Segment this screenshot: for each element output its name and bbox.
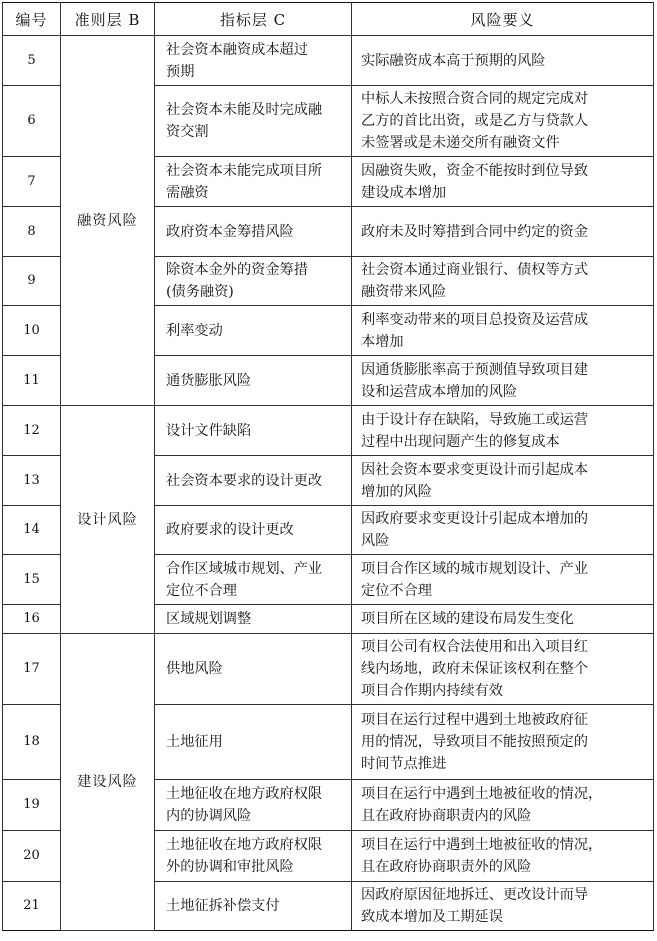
indicator-text-line: 外的协调和审批风险 xyxy=(166,859,294,875)
risk-meaning-cell xyxy=(352,257,654,306)
indicator-text-line: 资交割 xyxy=(166,124,209,140)
risk-meaning-text-line: 时间节点推进 xyxy=(361,756,447,772)
indicator-cell xyxy=(155,831,352,882)
risk-meaning-text-line: 社会资本通过商业银行、债权等方式 xyxy=(361,262,589,278)
risk-meaning-text-line: 项目在运行中遇到土地被征收的情况， xyxy=(361,786,603,802)
row-number: 19 xyxy=(3,780,61,831)
indicator-text-line: 土地征拆补偿支付 xyxy=(166,898,280,914)
risk-meaning-cell xyxy=(352,36,654,86)
row-number: 10 xyxy=(3,306,61,356)
risk-meaning-text-line: 且在政府协商职责内的风险 xyxy=(361,808,532,824)
criterion-cell: 设计风险 xyxy=(61,406,155,634)
indicator-cell xyxy=(155,555,352,605)
risk-meaning-text-line: 因政府原因征地拆迁、更改设计而导 xyxy=(361,887,589,903)
risk-meaning-text-line: 融资带来风险 xyxy=(361,284,447,300)
risk-meaning-cell xyxy=(352,705,654,780)
risk-meaning-text-line: 定位不合理 xyxy=(361,582,432,599)
row-number: 7 xyxy=(3,157,61,207)
risk-meaning-cell xyxy=(352,605,654,634)
header-risk-meaning: 风险要义 xyxy=(352,3,654,36)
risk-meaning-text-line: 由于设计存在缺陷，导致施工或运营 xyxy=(361,411,589,428)
indicator-cell xyxy=(155,356,352,406)
indicator-cell xyxy=(155,456,352,506)
risk-meaning-cell xyxy=(352,831,654,882)
indicator-text-line: 区域规划调整 xyxy=(166,611,252,627)
risk-meaning-cell xyxy=(352,157,654,207)
risk-meaning-cell xyxy=(352,207,654,257)
indicator-cell xyxy=(155,86,352,157)
row-number: 6 xyxy=(3,86,61,157)
criterion-cell: 建设风险 xyxy=(61,634,155,931)
indicator-text-line: 土地征收在地方政府权限 xyxy=(166,786,323,802)
row-number: 13 xyxy=(3,456,61,506)
risk-meaning-text-line: 因通货膨胀率高于预测值导致项目建 xyxy=(361,361,589,378)
risk-meaning-cell xyxy=(352,356,654,406)
indicator-text-line: 除资本金外的资金筹措 xyxy=(166,262,308,278)
indicator-cell xyxy=(155,506,352,555)
risk-meaning-cell xyxy=(352,406,654,456)
risk-meaning-text-line: 因融资失败，资金不能按时到位导致 xyxy=(361,162,589,179)
risk-meaning-text-line: 政府未及时筹措到合同中约定的资金 xyxy=(361,223,589,240)
indicator-text-line: 合作区域城市规划、产业 xyxy=(166,560,323,577)
indicator-cell xyxy=(155,780,352,831)
risk-meaning-cell xyxy=(352,882,654,931)
risk-meaning-cell xyxy=(352,506,654,555)
indicator-text-line: 需融资 xyxy=(166,184,209,201)
indicator-cell xyxy=(155,306,352,356)
indicator-text-line: 预期 xyxy=(166,63,195,80)
risk-meaning-text-line: 风险 xyxy=(361,533,390,549)
indicator-cell xyxy=(155,36,352,86)
table-row xyxy=(3,634,654,705)
risk-meaning-cell xyxy=(352,86,654,157)
risk-meaning-cell xyxy=(352,780,654,831)
risk-meaning-cell xyxy=(352,555,654,605)
risk-meaning-text-line: 致成本增加及工期延误 xyxy=(361,909,503,925)
risk-meaning-text-line: 实际融资成本高于预期的风险 xyxy=(361,52,546,69)
indicator-text-line: 政府资本金筹措风险 xyxy=(166,223,294,240)
risk-meaning-cell xyxy=(352,634,654,705)
row-number: 8 xyxy=(3,207,61,257)
indicator-cell xyxy=(155,257,352,306)
indicator-text-line: 土地征收在地方政府权限 xyxy=(166,837,323,853)
criterion-cell: 融资风险 xyxy=(61,36,155,406)
risk-meaning-text-line: 项目公司有权合法使用和出入项目红 xyxy=(361,639,589,655)
indicator-text-line: 设计文件缺陷 xyxy=(166,422,252,439)
risk-meaning-text-line: 项目在运行中遇到土地被征收的情况， xyxy=(361,837,603,853)
header-number: 编号 xyxy=(3,3,61,36)
row-number: 16 xyxy=(3,605,61,634)
row-number: 9 xyxy=(3,257,61,306)
risk-meaning-text-line: 因社会资本要求变更设计而引起成本 xyxy=(361,461,589,478)
risk-meaning-text-line: 过程中出现问题产生的修复成本 xyxy=(361,433,560,450)
risk-meaning-text-line: 线内场地，政府未保证该权利在整个 xyxy=(361,661,589,677)
risk-meaning-text-line: 建设成本增加 xyxy=(361,184,447,201)
row-number: 12 xyxy=(3,406,61,456)
indicator-text-line: 社会资本要求的设计更改 xyxy=(166,472,323,489)
risk-table-container xyxy=(2,2,653,931)
risk-meaning-text-line: 用的情况，导致项目不能按照预定的 xyxy=(361,734,589,750)
row-number: 18 xyxy=(3,705,61,780)
risk-meaning-text-line: 设和运营成本增加的风险 xyxy=(361,383,518,400)
indicator-text-line: 定位不合理 xyxy=(166,582,237,599)
risk-meaning-text-line: 增加的风险 xyxy=(361,483,432,500)
risk-index-table xyxy=(2,2,654,931)
risk-meaning-text-line: 未签署或是未递交所有融资文件 xyxy=(361,135,560,151)
indicator-text-line: (债务融资) xyxy=(166,284,234,300)
indicator-cell xyxy=(155,157,352,207)
header-criterion-layer: 准则层 B xyxy=(61,3,155,36)
indicator-cell xyxy=(155,705,352,780)
risk-meaning-text-line: 项目合作区域的城市规划设计、产业 xyxy=(361,560,589,577)
indicator-text-line: 政府要求的设计更改 xyxy=(166,522,294,538)
indicator-text-line: 社会资本未能完成项目所 xyxy=(166,162,323,179)
risk-meaning-text-line: 乙方的首比出资，或是乙方与贷款人 xyxy=(361,113,589,129)
header-indicator-layer: 指标层 C xyxy=(155,3,352,36)
indicator-cell xyxy=(155,406,352,456)
indicator-text-line: 社会资本融资成本超过 xyxy=(166,41,308,58)
row-number: 11 xyxy=(3,356,61,406)
header-row xyxy=(3,3,654,36)
indicator-text-line: 内的协调风险 xyxy=(166,808,252,824)
risk-meaning-text-line: 项目在运行过程中遇到土地被政府征 xyxy=(361,712,589,728)
risk-meaning-text-line: 项目合作期内持续有效 xyxy=(361,683,503,699)
indicator-cell xyxy=(155,882,352,931)
row-number: 17 xyxy=(3,634,61,705)
indicator-cell xyxy=(155,207,352,257)
row-number: 5 xyxy=(3,36,61,86)
risk-meaning-text-line: 且在政府协商职责外的风险 xyxy=(361,859,532,875)
risk-meaning-cell xyxy=(352,456,654,506)
indicator-text-line: 土地征用 xyxy=(166,734,223,750)
indicator-cell xyxy=(155,605,352,634)
risk-meaning-text-line: 项目所在区域的建设布局发生变化 xyxy=(361,611,574,627)
row-number: 14 xyxy=(3,506,61,555)
row-number: 20 xyxy=(3,831,61,882)
indicator-text-line: 通货膨胀风险 xyxy=(166,372,252,389)
indicator-text-line: 供地风险 xyxy=(166,661,223,677)
risk-meaning-text-line: 中标人未按照合资合同的规定完成对 xyxy=(361,91,589,107)
indicator-text-line: 社会资本未能及时完成融 xyxy=(166,102,323,118)
row-number: 21 xyxy=(3,882,61,931)
table-row xyxy=(3,36,654,86)
risk-meaning-text-line: 利率变动带来的项目总投资及运营成 xyxy=(361,311,589,328)
row-number: 15 xyxy=(3,555,61,605)
risk-meaning-text-line: 本增加 xyxy=(361,333,404,350)
risk-meaning-text-line: 因政府要求变更设计引起成本增加的 xyxy=(361,511,589,527)
table-row xyxy=(3,406,654,456)
indicator-cell xyxy=(155,634,352,705)
indicator-text-line: 利率变动 xyxy=(166,322,223,339)
risk-meaning-cell xyxy=(352,306,654,356)
